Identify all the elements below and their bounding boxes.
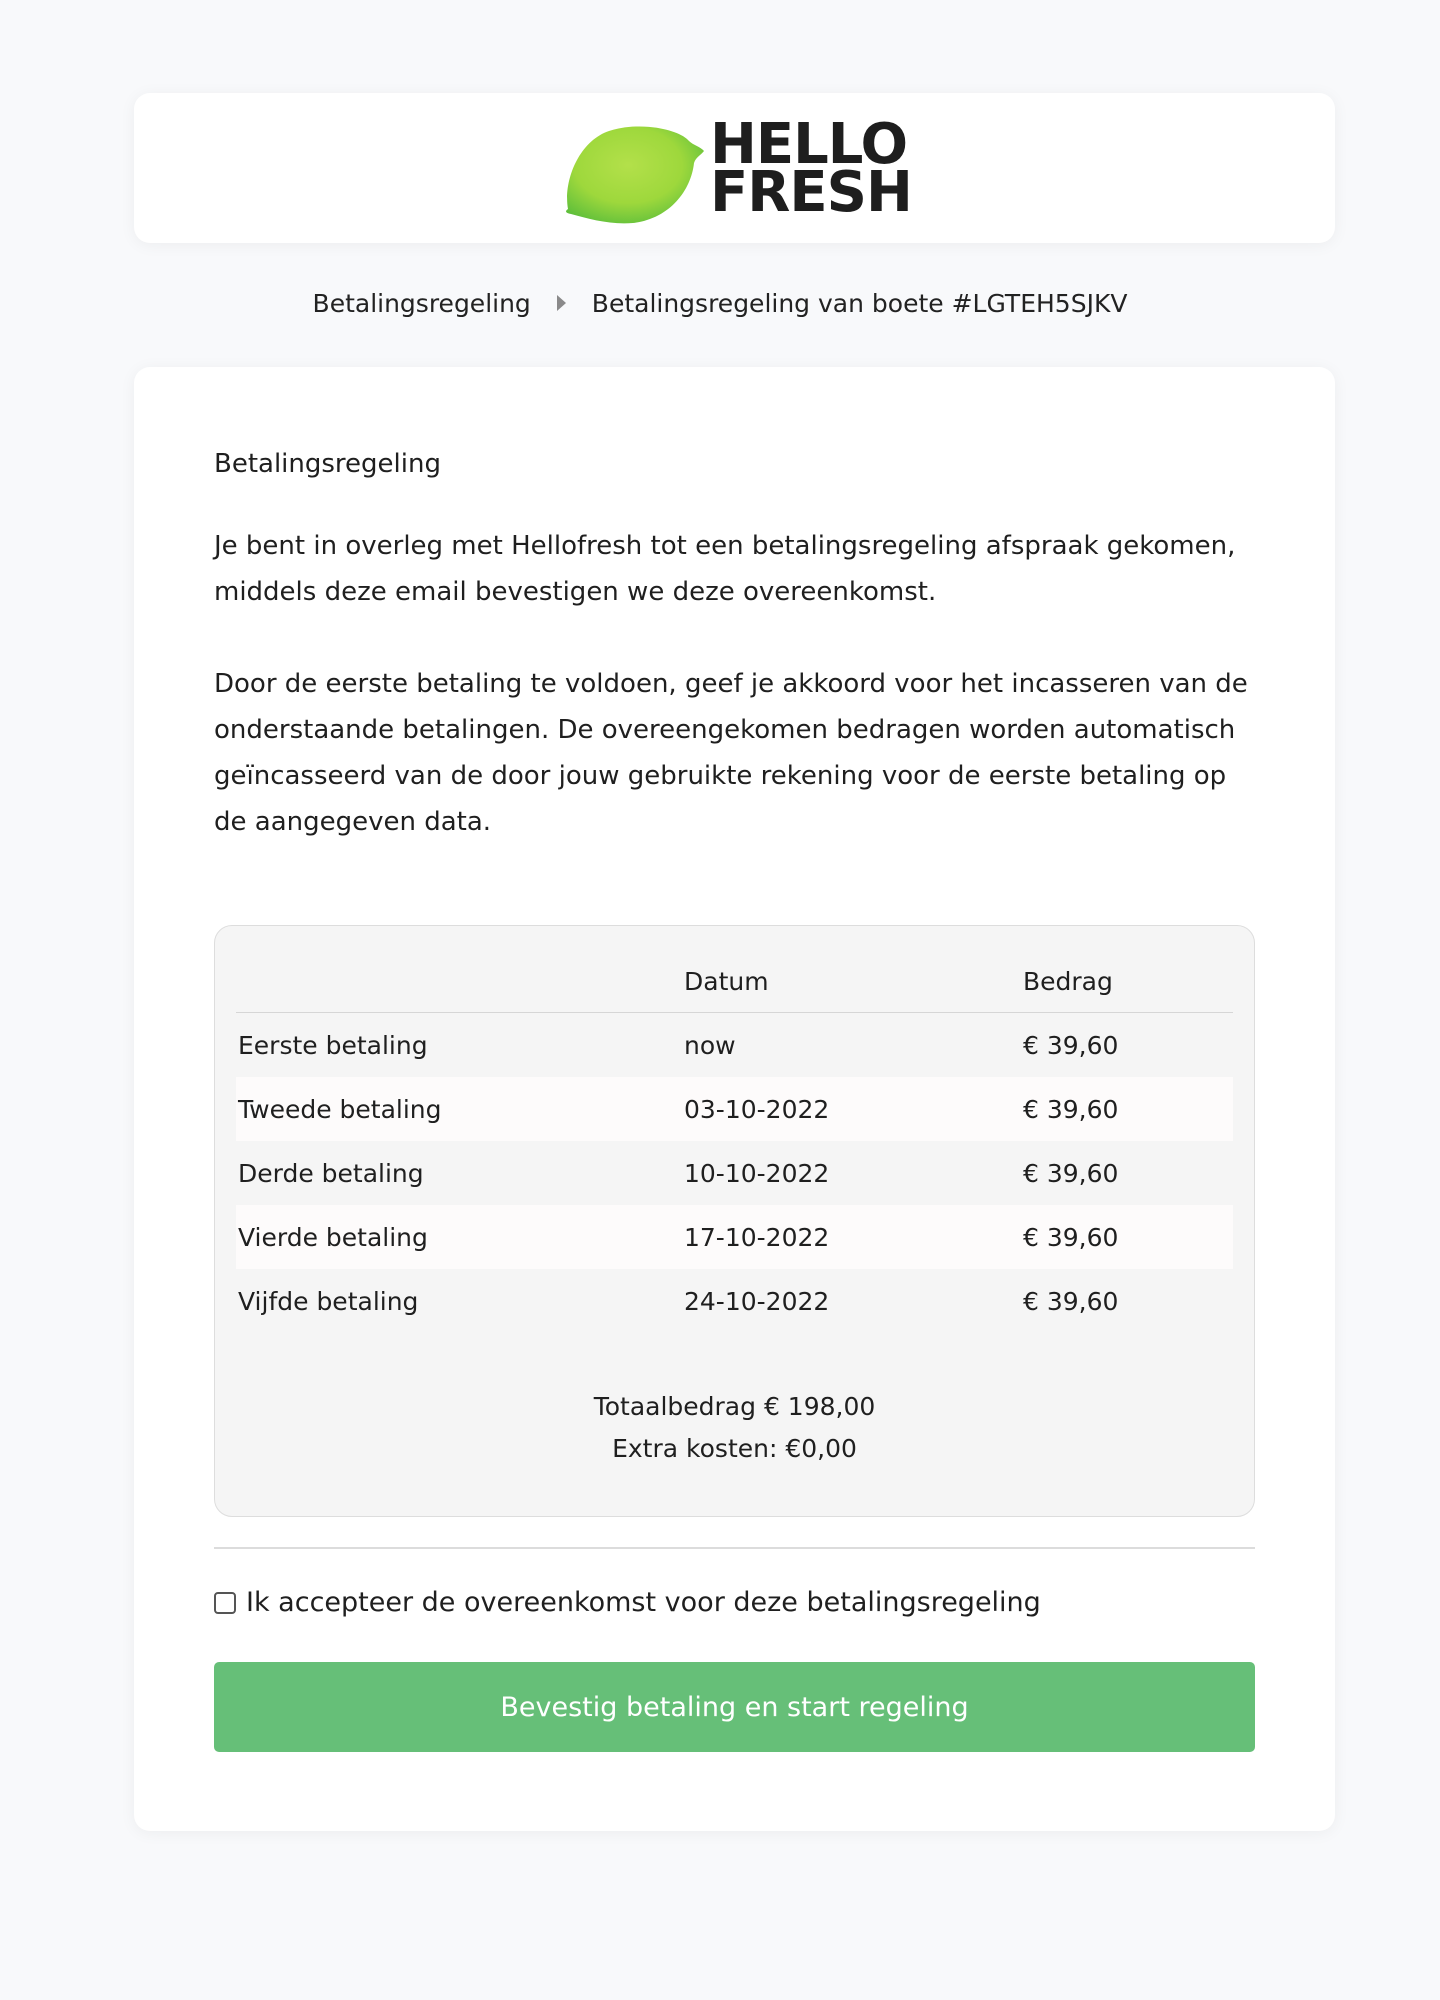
- table-row: [236, 1205, 1233, 1269]
- row-date: 17-10-2022: [684, 1222, 830, 1252]
- lime-icon: [566, 126, 704, 223]
- confirm-payment-button[interactable]: Bevestig betaling en start regeling: [214, 1662, 1255, 1752]
- table-row: [236, 1269, 1233, 1333]
- table-row: [236, 1013, 1233, 1077]
- terms-paragraph: Door de eerste betaling te voldoen, geef je akkoord voor het incasseren van de onderstaande betalingen. De overeengekomen bedragen worden automatisch geïncasseerd van de door jouw gebruikte rekening voor de eerste betaling op de aangegeven data.: [214, 669, 1248, 837]
- logo-line1: HELLO: [710, 112, 908, 177]
- extra-costs: Extra kosten: €0,00: [612, 1434, 857, 1463]
- row-date: 10-10-2022: [684, 1158, 830, 1188]
- intro-paragraph: Je bent in overleg met Hellofresh tot een betalingsregeling afspraak gekomen, middels deze email bevestigen we deze overeenkomst.: [214, 531, 1236, 607]
- accept-checkbox[interactable]: [214, 1592, 236, 1614]
- payment-schedule-table: [236, 950, 1233, 1333]
- row-date: 24-10-2022: [684, 1286, 830, 1316]
- breadcrumb-item-betalingsregeling[interactable]: Betalingsregeling: [312, 288, 531, 318]
- breadcrumb-item-current: Betalingsregeling van boete #LGTEH5SJKV: [591, 288, 1128, 318]
- divider: [214, 1547, 1255, 1549]
- accept-agreement[interactable]: [214, 1587, 1041, 1618]
- row-name: Vijfde betaling: [238, 1286, 419, 1316]
- payment-schedule-box: [214, 925, 1255, 1517]
- row-amount: € 39,60: [1023, 1222, 1119, 1252]
- breadcrumb: [0, 286, 1440, 320]
- row-name: Vierde betaling: [238, 1222, 428, 1252]
- header-cell-amount: Bedrag: [1023, 966, 1113, 996]
- row-date: now: [684, 1030, 736, 1060]
- row-name: Eerste betaling: [238, 1030, 428, 1060]
- row-date: 03-10-2022: [684, 1094, 830, 1124]
- row-name: Tweede betaling: [238, 1094, 442, 1124]
- logo-wordmark: [710, 112, 912, 225]
- main-card: [134, 367, 1335, 1831]
- accept-checkbox-label[interactable]: Ik accepteer de overeenkomst voor deze betalingsregeling: [246, 1587, 1041, 1618]
- table-row: [236, 1141, 1233, 1205]
- table-header: [236, 950, 1233, 1013]
- header-cell-date: Datum: [684, 966, 769, 996]
- total-amount: Totaalbedrag € 198,00: [593, 1392, 876, 1421]
- section-title: Betalingsregeling: [214, 449, 441, 479]
- row-amount: € 39,60: [1023, 1094, 1119, 1124]
- row-amount: € 39,60: [1023, 1030, 1119, 1060]
- table-row: [236, 1077, 1233, 1141]
- row-amount: € 39,60: [1023, 1286, 1119, 1316]
- row-name: Derde betaling: [238, 1158, 424, 1188]
- logo-line2: FRESH: [710, 160, 912, 225]
- header-card: [134, 93, 1335, 243]
- row-amount: € 39,60: [1023, 1158, 1119, 1188]
- totals: [215, 1386, 1254, 1470]
- chevron-right-icon: [557, 295, 566, 311]
